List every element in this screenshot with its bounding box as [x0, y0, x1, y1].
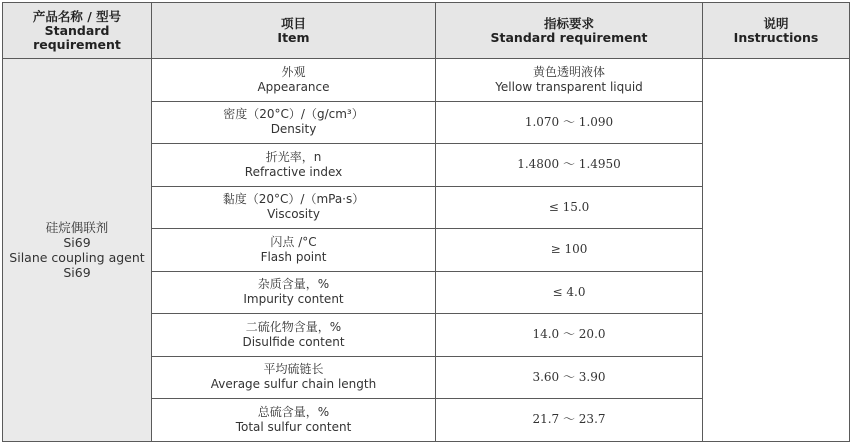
- item-name-en: Average sulfur chain length: [210, 377, 377, 392]
- item-cell: [152, 186, 436, 229]
- item-cell: [152, 399, 436, 442]
- item-cell: [152, 144, 436, 187]
- header-product-model-cn: 产品名称 / 型号: [32, 8, 122, 24]
- item-name-en: Flash point: [260, 249, 327, 264]
- header-standard-requirement: [436, 3, 703, 59]
- requirement-value-en: Yellow transparent liquid: [495, 79, 643, 94]
- header-product-model: [3, 3, 152, 59]
- item-name-cn: 闪点 /°C: [270, 234, 317, 249]
- item-name-cn: 二硫化物含量，%: [245, 319, 342, 334]
- requirement-cell: 3.60 ～ 3.90: [436, 356, 703, 399]
- requirement-cell: ≥ 100: [436, 229, 703, 272]
- product-name-cn: 硅烷偶联剂: [45, 219, 109, 235]
- product-model-1: Si69: [63, 234, 91, 250]
- item-name-en: Viscosity: [267, 207, 320, 222]
- item-name-cn: 外观: [281, 64, 306, 79]
- item-name-en: Density: [270, 122, 317, 137]
- requirement-cell: ≤ 15.0: [436, 186, 703, 229]
- header-standard-requirement-en: Standard requirement: [490, 29, 648, 45]
- item-name-en: Refractive index: [244, 164, 343, 179]
- header-product-model-en1: Standard: [44, 22, 110, 38]
- item-cell: [152, 356, 436, 399]
- product-model-2: Si69: [63, 264, 91, 280]
- item-cell: [152, 59, 436, 102]
- header-instructions-cn: 说明: [763, 15, 789, 31]
- item-name-cn: 总硫含量，%: [257, 404, 330, 419]
- header-item-cn: 项目: [280, 15, 306, 31]
- header-row: [3, 3, 850, 59]
- item-name-cn: 杂质含量，%: [257, 277, 330, 292]
- item-name-en: Disulfide content: [242, 334, 345, 349]
- header-item-en: Item: [277, 29, 310, 45]
- header-item: [152, 3, 436, 59]
- item-name-cn: 密度（20°C）/（g/cm³）: [223, 107, 364, 122]
- requirement-cell: ≤ 4.0: [436, 271, 703, 314]
- requirement-value-cn: 黄色透明液体: [532, 64, 605, 79]
- instructions-cell: [703, 59, 850, 442]
- requirement-cell: 1.4800 ～ 1.4950: [436, 144, 703, 187]
- product-name-en: Silane coupling agent: [9, 249, 145, 265]
- header-product-model-en2: requirement: [33, 36, 121, 52]
- product-name-cell: [3, 59, 152, 442]
- item-cell: [152, 101, 436, 144]
- item-name-en: Impurity content: [243, 292, 344, 307]
- item-name-cn: 黏度（20°C）/（mPa·s）: [222, 192, 365, 207]
- header-instructions: [703, 3, 850, 59]
- item-cell: [152, 314, 436, 357]
- item-name-cn: 平均硫链长: [263, 362, 324, 377]
- table-row-appearance: [3, 59, 850, 102]
- requirement-cell: 14.0 ～ 20.0: [436, 314, 703, 357]
- item-name-en: Appearance: [257, 79, 330, 94]
- specification-table: [2, 2, 850, 442]
- item-cell: [152, 271, 436, 314]
- header-standard-requirement-cn: 指标要求: [543, 15, 594, 31]
- requirement-cell: 1.070 ～ 1.090: [436, 101, 703, 144]
- requirement-cell: [436, 59, 703, 102]
- requirement-cell: 21.7 ～ 23.7: [436, 399, 703, 442]
- header-instructions-en: Instructions: [733, 29, 819, 45]
- item-name-en: Total sulfur content: [235, 419, 352, 434]
- item-name-cn: 折光率，n: [265, 149, 322, 164]
- item-cell: [152, 229, 436, 272]
